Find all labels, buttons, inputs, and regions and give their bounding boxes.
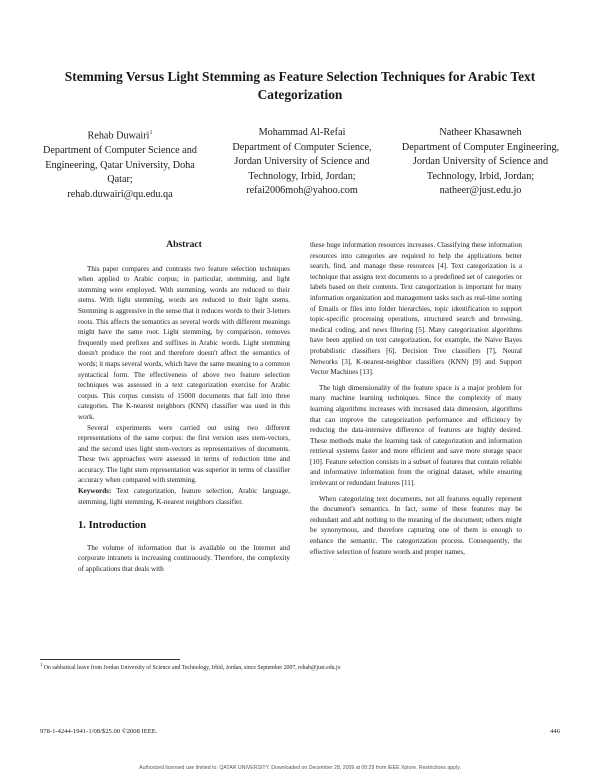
right-column <box>310 240 522 557</box>
body-paragraph: When categorizing text documents, not all features equally represent the document's semantics. In fact, some of these features may be redundant and add nothing to the meaning of the document; others might be synonymous, and therefore capturing one of them is enough to enhance the semantic. The categorization process. Consequently, the effective selection of feature words and proper names, <box>310 494 522 556</box>
abstract-paragraph: This paper compares and contrasts two feature selection techniques when applied to Arabic corpus; in particular, stemming, and light stemming were employed. With stemming, words are reduced to their stems. With light stemming, words are reduced to their light stems. Stemming is aggressive in the sense that it reduces words to their 3-letters roots. This affects the semantics as several words with different meanings might have the same root. Light stemming, by comparison, removes frequently used prefixes and suffixes in Arabic words. Light stemming doesn't produce the root and therefore doesn't affect the semantics of words; it maps several words, which have the same meaning to a common syntactical form. The effectiveness of above two feature selection techniques was assessed in a text categorization exercise for Arabic corpus. This corpus consists of 15000 documents that fall into three categories. The K-nearest neighbors (KNN) classifier was used in this work. <box>78 264 290 421</box>
body-paragraph: these huge information resources increases. Classifying these information resources into categories are required to help the applications better search, find, and manage these resources [4]. Text categorization is a technique that assigns text documents to a predefined set of categories or labels based on their contents. Text categorization is important for many information organization and management tasks such as real-time sorting of Emails or files into folder hierarchies, topic identification to support topic-specific processing operations, structured search and browsing, medical coding, and news filtering [5]. Many categorization algorithms have been applied on text categorization, for example, the Naive Bayes probabilistic classifiers [6], Decision Tree classifiers [7], Neural Networks [3], K-nearest-neighbor classifiers (KNN) [9] and Support Vector Machines [13]. <box>310 241 522 377</box>
footnote-marker: 1 <box>40 663 43 668</box>
keywords-label: Keywords: <box>78 487 112 496</box>
license-notice: Authorized licensed use limited to: QATAR UNIVERSITY. Downloaded on December 28, 2009 at 00:29 from IEEE Xplore. Restrictions apply. <box>139 765 461 771</box>
author-name: Mohammad Al-Refai <box>258 127 346 138</box>
footnote-rule <box>40 659 180 660</box>
isbn-copyright: 978-1-4244-1941-1/08/$25.00 ©2008 IEEE. <box>40 728 158 735</box>
author-block-3 <box>398 126 563 199</box>
keywords <box>78 486 290 507</box>
introduction-heading: 1. Introduction <box>78 520 147 532</box>
intro-paragraph: The volume of information that is available on the Internet and corporate intranets is increasing continuously. Therefore, the complexity of applications that deals with <box>78 543 290 574</box>
keywords-text: Text categorization, feature selection, Arabic language, stemming, light stemming, K-nearest neighbors classifier. <box>78 487 291 506</box>
footnote-text: On sabbatical leave from Jordan University of Science and Technology, Irbid, Jordan, since September 2007, <box>43 664 297 671</box>
author-email: refai2006moh@yahoo.com <box>246 185 358 197</box>
footnote-email-link[interactable]: rehab@just.edu.jo <box>298 664 341 671</box>
author-affiliation: Department of Computer Science and Engineering, Qatar University, Doha Qatar; <box>43 144 197 186</box>
footnote <box>40 662 560 672</box>
page-number: 446 <box>550 728 560 735</box>
paper-title: Stemming Versus Light Stemming as Feature Selection Techniques for Arabic Text Categorization <box>64 69 536 102</box>
author-affiliation: Department of Computer Science, Jordan University of Science and Technology, Irbid, Jordan; <box>232 141 372 182</box>
abstract-paragraph: Several experiments were carried out using two different representations of the same corpus: the first version uses stem-vectors, and the second uses light stem-vectors as representatives of documents. These two approaches were assessed in terms of reduction time and accuracy. The light stem representation was superior in terms of classifier accuracy when compared with stemming. <box>78 423 290 485</box>
author-block-2 <box>222 126 382 199</box>
author-block-1 <box>40 126 200 202</box>
left-column <box>78 240 290 575</box>
body-paragraph: The high dimensionality of the feature space is a major problem for many machine learning techniques. Since the complexity of many learning algorithms increases with increased data dimension, algorithms that can improve the categorization performance and efficiency by reducing the data-intensive difference of features are highly desired. These methods make the learning task of categorization and information retrieval systems faster and more efficient and save more storage space [10]. Feature selection consists in a subset of features that contain reliable and informative information from the original dataset, while ensuring irrelevant or redundant features [11]. <box>310 383 522 488</box>
author-name: Natheer Khasawneh <box>439 127 522 138</box>
abstract-heading: Abstract <box>166 239 202 250</box>
author-email: rehab.duwairi@qu.edu.qa <box>67 188 173 200</box>
author-affiliation: Department of Computer Engineering, Jordan University of Science and Technology, Irbid, Jordan; <box>401 141 560 182</box>
author-name: Rehab Duwairi$^1$ <box>87 130 153 142</box>
author-email: natheer@just.edu.jo <box>439 185 522 197</box>
